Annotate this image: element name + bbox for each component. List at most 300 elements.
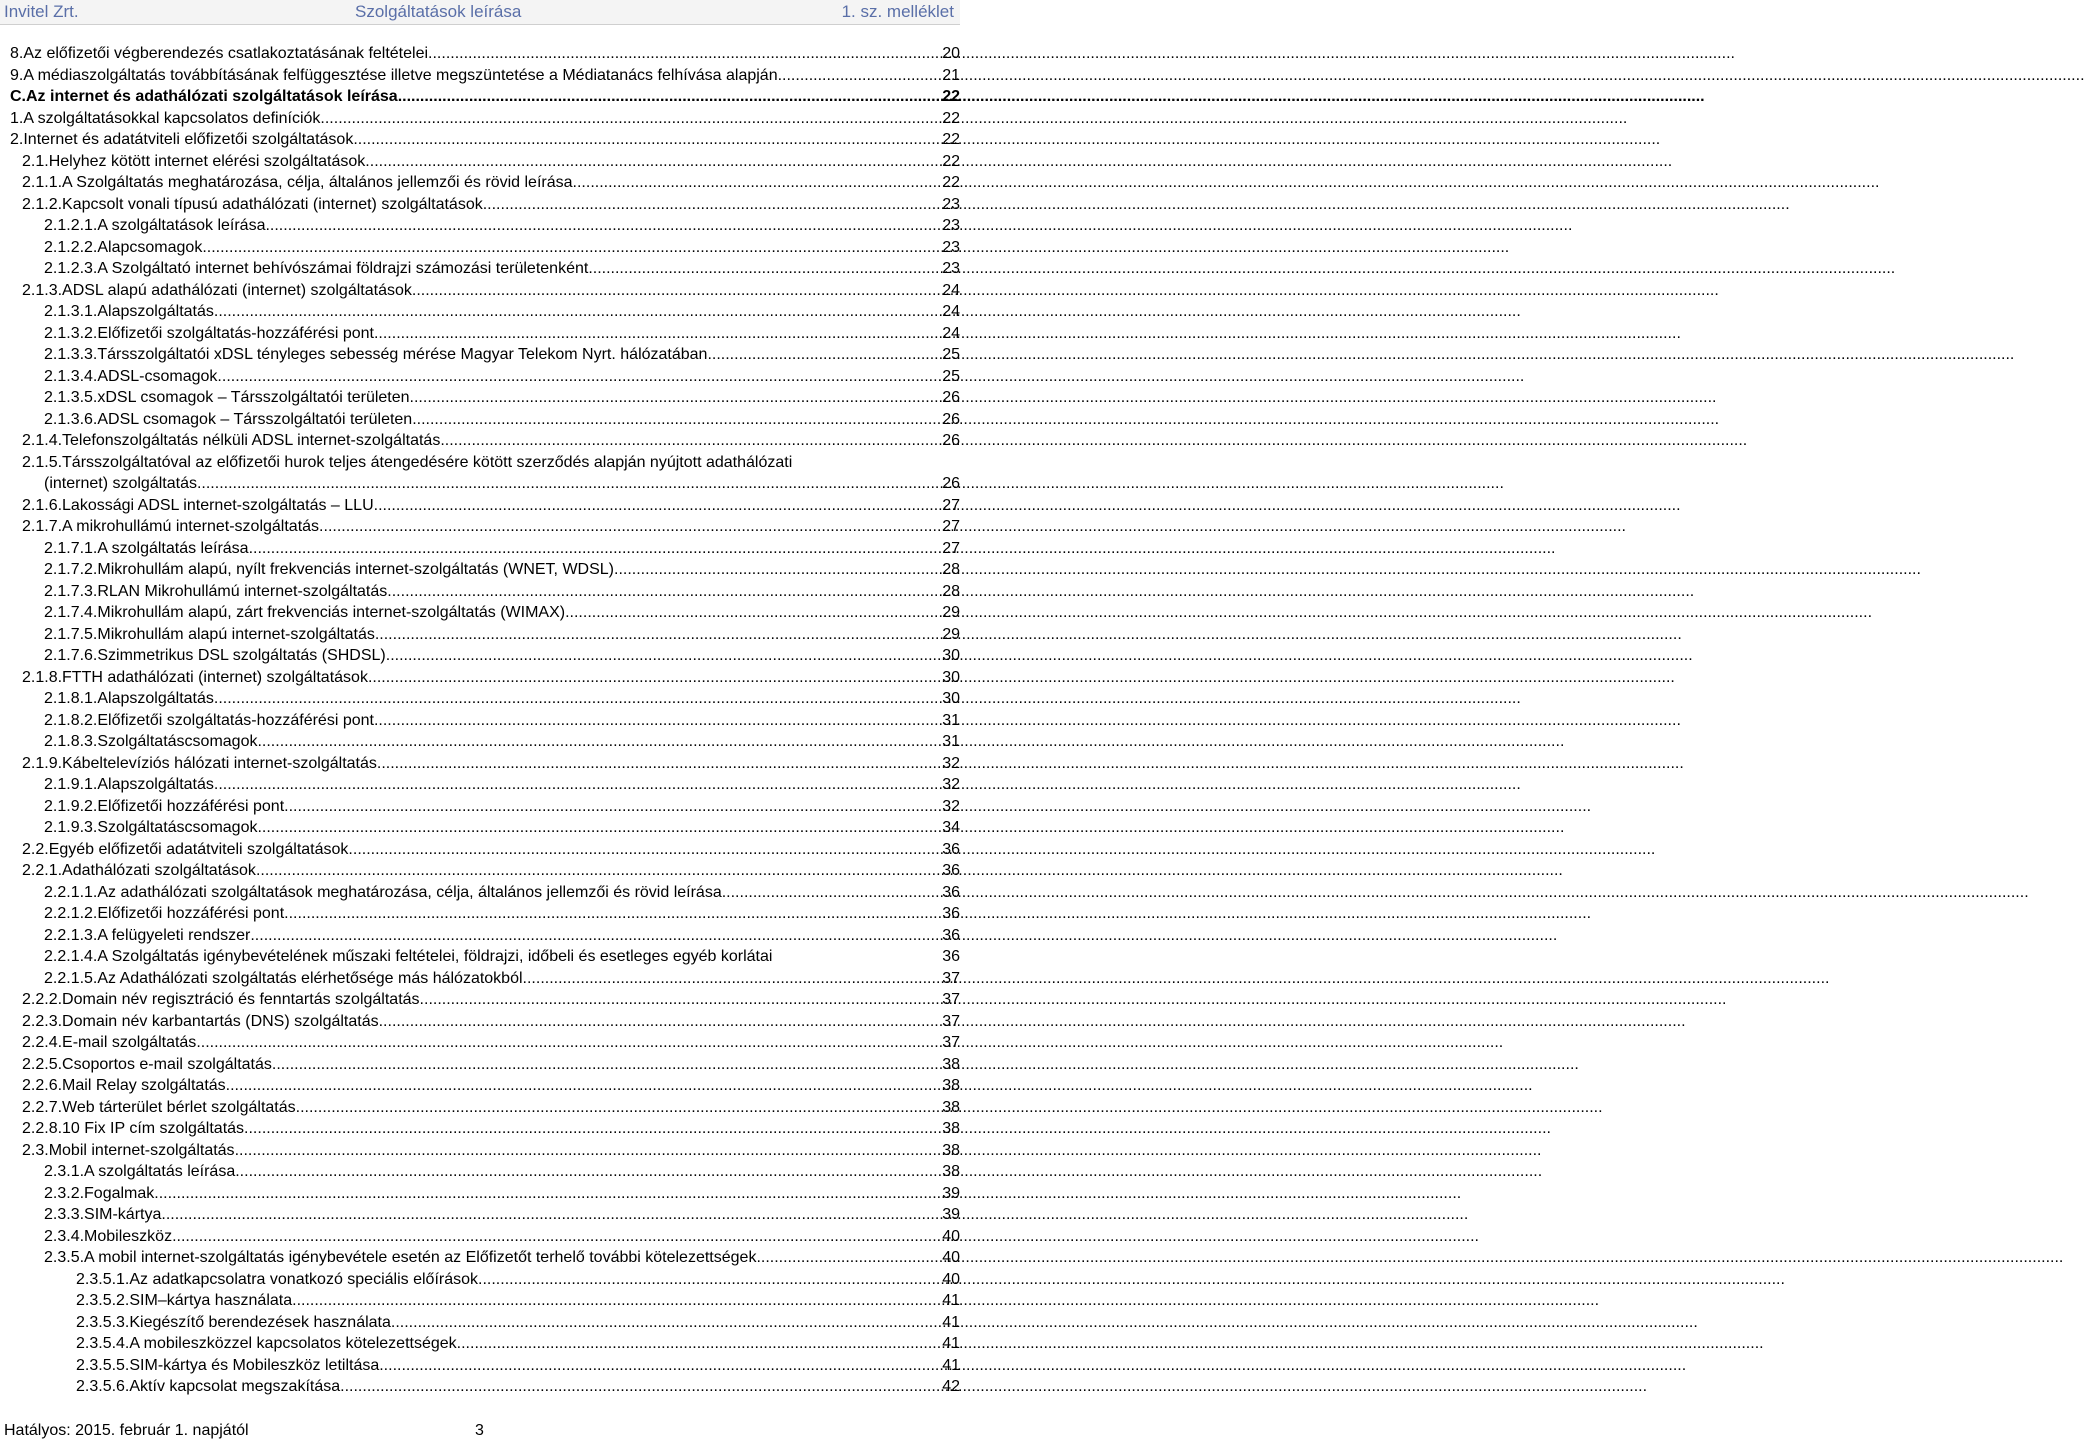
toc-entry-page: 37 [942,1034,960,1051]
toc-entry[interactable] [0,151,960,173]
toc-entry[interactable] [0,473,960,495]
toc-entry-title: A szolgáltatások leírása [97,217,266,234]
toc-entry[interactable] [0,516,960,538]
toc-dot-leader [377,753,942,775]
toc-entry[interactable] [0,1376,960,1398]
toc-entry-page: 25 [942,346,960,363]
toc-entry-number: 2.2.1.3. [44,926,98,944]
toc-entry-page: 24 [942,281,960,299]
toc-entry-title: Az előfizetői végberendezés csatlakoztatásának feltételei [23,45,429,62]
toc-entry-title: SIM-kártya és Mobileszköz letiltása [129,1356,380,1374]
toc-entry[interactable] [0,1161,960,1183]
toc-entry[interactable] [0,839,960,861]
toc-entry[interactable] [0,129,960,151]
toc-entry[interactable] [0,1204,960,1226]
toc-dot-leader [440,430,942,452]
toc-entry-title: FTTH adathálózati (internet) szolgáltatások [62,668,368,686]
toc-entry-title: Az adatkapcsolatra vonatkozó speciális előírások [129,1270,479,1288]
toc-entry-page: 25 [942,367,960,385]
toc-dot-leader [214,688,942,710]
toc-entry[interactable] [0,968,960,990]
toc-entry-number: 2.2.8. [22,1120,63,1137]
toc-dot-leader [340,1376,942,1398]
toc-entry-number: 2.1.9.3. [44,819,98,836]
toc-entry-number: 2.3.4. [44,1227,85,1245]
toc-entry-title: Szimmetrikus DSL szolgáltatás (SHDSL) [97,647,386,664]
toc-entry-title: Az internet és adathálózati szolgáltatások leírása [26,88,398,105]
toc-entry-number: 2.1.8.3. [44,733,98,750]
toc-entry-number: 2.1.7.3. [44,582,98,600]
toc-entry-number: 2.1.7.4. [44,604,98,621]
toc-entry[interactable] [0,215,960,237]
toc-entry[interactable] [0,1011,960,1033]
toc-entry-title: SIM-kártya [84,1206,162,1223]
toc-entry[interactable] [0,495,960,517]
toc-entry-page: 40 [942,1249,960,1266]
toc-entry-page: 21 [942,66,960,84]
header-company: Invitel Zrt. [4,2,79,21]
toc-entry-title: Szolgáltatáscsomagok [97,733,258,750]
toc-entry-number: 2.3.5.5. [76,1356,130,1374]
toc-entry-number: 2.1.8.2. [44,711,98,729]
toc-entry-page: 26 [942,389,960,406]
toc-entry[interactable] [0,172,960,194]
toc-entry-number: 2.3. [22,1141,49,1159]
toc-entry[interactable] [0,1247,960,1269]
toc-dot-leader [214,301,942,323]
toc-dot-leader [320,108,942,130]
toc-entry-number: 2.1.9.2. [44,797,98,815]
toc-entry-number: 2.3.5.4. [76,1335,130,1352]
toc-entry[interactable] [0,237,960,259]
toc-entry-page: 30 [942,647,960,664]
toc-entry[interactable] [0,1140,960,1162]
footer-page-number: 3 [475,1422,484,1439]
toc-dot-leader [284,903,942,925]
toc-entry-title: Fogalmak [84,1184,155,1202]
toc-entry-title: Mikrohullám alapú, nyílt frekvenciás internet-szolgáltatás (WNET, WDSL) [97,561,614,578]
toc-entry[interactable] [0,1118,960,1140]
toc-entry-page: 29 [942,625,960,643]
toc-dot-leader [296,1097,943,1119]
toc-entry-title: Alapcsomagok [97,238,203,256]
toc-entry-page: 22 [942,109,960,127]
footer-validity: Hatályos: 2015. február 1. napjától [4,1422,249,1439]
toc-entry[interactable] [0,452,960,474]
toc-entry[interactable] [0,1075,960,1097]
toc-entry-page: 36 [942,926,960,944]
toc-entry[interactable] [0,688,960,710]
toc-entry-page: 38 [942,1163,960,1180]
toc-entry-number: 2.1.3.4. [44,367,98,385]
toc-entry-title: A felügyeleti rendszer [97,926,251,944]
toc-entry-page: 31 [942,711,960,729]
toc-entry-title: Előfizetői szolgáltatás-hozzáférési pont [97,324,374,342]
toc-dot-leader [374,323,942,345]
toc-entry-page: 41 [942,1292,960,1309]
toc-entry-title: (internet) szolgáltatás [44,475,197,492]
toc-entry-number: 2.1.7.5. [44,625,98,643]
toc-entry-page: 27 [942,496,960,514]
toc-entry-number: 2.3.1. [44,1163,85,1180]
toc-entry-number: C. [10,88,26,105]
toc-entry-page: 22 [942,174,960,191]
toc-entry-page: 36 [942,905,960,922]
toc-dot-leader [256,860,942,882]
toc-entry-title: RLAN Mikrohullámú internet-szolgáltatás [97,582,388,600]
toc-dot-leader [374,495,943,517]
toc-entry-number: 2.3.5.2. [76,1292,130,1309]
toc-entry-page: 32 [942,754,960,772]
toc-entry-page: 38 [942,1077,960,1094]
toc-entry[interactable] [0,817,960,839]
toc-dot-leader [250,925,942,947]
toc-entry[interactable] [0,710,960,732]
toc-entry-page: 23 [942,238,960,256]
toc-entry-number: 2.2.1. [22,862,63,879]
toc-entry-page: 23 [942,217,960,234]
toc-entry[interactable] [0,1032,960,1054]
toc-dot-leader [375,624,942,646]
toc-entry-title: Társszolgáltatói xDSL tényleges sebesség mérése Magyar Telekom Nyrt. hálózatában [97,346,708,363]
toc-entry-number: 2.2. [22,840,49,858]
toc-entry-title: Domain név karbantartás (DNS) szolgáltatás [62,1012,379,1030]
toc-dot-leader [257,731,942,753]
toc-entry-title: Kapcsolt vonali típusú adathálózati (internet) szolgáltatások [62,195,483,213]
toc-dot-leader [428,43,942,65]
toc-dot-leader [614,559,942,581]
toc-entry-number: 2.1.3.1. [44,303,98,320]
toc-entry[interactable] [0,1054,960,1076]
toc-entry-page: 37 [942,991,960,1008]
toc-entry-title: A mikrohullámú internet-szolgáltatás [62,518,320,535]
toc-entry[interactable] [0,989,960,1011]
toc-entry-page: 37 [942,969,960,987]
toc-entry-title: Adathálózati szolgáltatások [62,862,256,879]
toc-entry-number: 2.1.7. [22,518,63,535]
toc-dot-leader [226,1075,943,1097]
toc-dot-leader [756,1247,942,1269]
toc-entry-number: 2.1.1. [22,174,63,191]
toc-entry-title: Alapszolgáltatás [97,776,214,793]
toc-entry-number: 1. [10,109,24,127]
toc-entry-number: 2.2.1.1. [44,883,98,901]
toc-entry-title: Telefonszolgáltatás nélküli ADSL internet-szolgáltatás [62,432,441,449]
toc-entry[interactable] [0,1312,960,1334]
toc-entry-title: Mail Relay szolgáltatás [62,1077,226,1094]
toc-entry[interactable] [0,624,960,646]
toc-entry-page: 22 [942,152,960,170]
toc-entry-number: 2.2.3. [22,1012,63,1030]
header-document-title: Szolgáltatások leírása [355,2,522,21]
toc-dot-leader [420,989,943,1011]
toc-entry-number: 2.1.3.3. [44,346,98,363]
toc-entry-title: Mobileszköz [84,1227,173,1245]
toc-entry-number: 2.1.2.1. [44,217,98,234]
toc-entry-title: Az Adathálózati szolgáltatás elérhetősége más hálózatokból [97,969,523,987]
toc-entry[interactable] [0,409,960,431]
toc-entry-page: 26 [942,475,960,492]
toc-entry-title: A mobil internet-szolgáltatás igénybevétele esetén az Előfizetőt terhelő további kötelezettségek [84,1249,757,1266]
toc-dot-leader [398,86,943,108]
toc-entry-title: Kiegészítő berendezések használata [129,1313,391,1331]
toc-entry-page: 41 [942,1356,960,1374]
toc-entry-page: 23 [942,195,960,213]
toc-dot-leader [284,796,942,818]
header-annex: 1. sz. melléklet [841,2,954,21]
toc-entry[interactable] [0,108,960,130]
toc-entry-page: 22 [942,88,960,105]
toc-entry[interactable] [0,882,960,904]
toc-entry-title: Előfizetői hozzáférési pont [97,905,285,922]
toc-entry-title: A mobileszközzel kapcsolatos kötelezettségek [129,1335,457,1352]
toc-entry-title: Szolgáltatáscsomagok [97,819,258,836]
toc-entry-number: 2.2.7. [22,1098,63,1116]
toc-entry-page: 28 [942,561,960,578]
toc-entry-page: 24 [942,324,960,342]
toc-dot-leader [722,882,942,904]
toc-entry-title: Csoportos e-mail szolgáltatás [62,1055,272,1073]
toc-dot-leader [319,516,942,538]
toc-entry-number: 2.1.2.2. [44,238,98,256]
toc-entry-page: 38 [942,1055,960,1073]
toc-entry[interactable] [0,753,960,775]
toc-entry-number: 2.1.8.1. [44,690,98,707]
toc-dot-leader [573,172,943,194]
toc-entry-title: ADSL csomagok – Társszolgáltatói területen [97,410,413,428]
toc-entry-page: 20 [942,45,960,62]
toc-entry-number: 2.3.5. [44,1249,85,1266]
toc-dot-leader [197,473,942,495]
toc-entry[interactable] [0,65,960,87]
toc-entry-title: Alapszolgáltatás [97,690,214,707]
toc-dot-leader [348,839,942,861]
toc-entry-title: Helyhez kötött internet elérési szolgáltatások [48,152,366,170]
toc-entry-page: 37 [942,1012,960,1030]
toc-entry[interactable] [0,925,960,947]
toc-entry-number: 2.1. [22,152,49,170]
toc-entry[interactable] [0,774,960,796]
toc-dot-leader [523,968,943,990]
toc-entry-title: A szolgáltatás leírása [97,539,249,557]
toc-entry[interactable] [0,387,960,409]
toc-dot-leader [478,1269,942,1291]
toc-entry-number: 2.1.2. [22,195,63,213]
toc-dot-leader [368,667,942,689]
toc-entry[interactable] [0,860,960,882]
toc-entry-number: 2.2.1.4. [44,948,98,965]
toc-entry-number: 2.1.8. [22,668,63,686]
toc-entry-page: 30 [942,668,960,686]
toc-entry-number: 2.1.3.2. [44,324,98,342]
toc-entry-number: 2.1.9.1. [44,776,98,793]
toc-dot-leader [565,602,942,624]
toc-entry-page: 38 [942,1141,960,1159]
toc-entry-title: E-mail szolgáltatás [62,1034,197,1051]
toc-entry-title: Lakossági ADSL internet-szolgáltatás – LLU [62,496,374,514]
toc-dot-leader [244,1118,942,1140]
toc-entry-title: 10 Fix IP cím szolgáltatás [62,1120,245,1137]
toc-dot-leader [257,817,942,839]
toc-dot-leader [202,237,942,259]
toc-entry[interactable] [0,86,960,108]
toc-dot-leader [412,280,942,302]
toc-entry-number: 2.1.9. [22,754,63,772]
toc-entry-number: 2. [10,131,24,148]
toc-entry-page: 32 [942,797,960,815]
toc-entry-page: 22 [942,131,960,148]
toc-entry[interactable] [0,1097,960,1119]
toc-entry-title: Előfizetői hozzáférési pont [97,797,285,815]
toc-entry-page: 41 [942,1313,960,1331]
toc-entry-page: 42 [942,1378,960,1395]
toc-entry-number: 2.1.7.2. [44,561,98,578]
toc-entry-page: 36 [942,883,960,901]
toc-entry-page: 27 [942,518,960,535]
toc-dot-leader [196,1032,942,1054]
toc-entry-title: Aktív kapcsolat megszakítása [129,1378,341,1395]
toc-entry-page: 23 [942,260,960,277]
toc-entry[interactable] [0,430,960,452]
toc-entry[interactable] [0,645,960,667]
toc-entry-number: 2.3.3. [44,1206,85,1223]
toc-entry-number: 2.3.5.3. [76,1313,130,1331]
toc-dot-leader [707,344,942,366]
toc-entry[interactable] [0,903,960,925]
toc-dot-leader [265,215,942,237]
toc-entry[interactable] [0,194,960,216]
toc-entry-page: 40 [942,1227,960,1245]
toc-entry-page: 29 [942,604,960,621]
toc-dot-leader [588,258,942,280]
toc-entry-page: 40 [942,1270,960,1288]
toc-entry-number: 2.2.6. [22,1077,63,1094]
toc-entry-title: Egyéb előfizetői adatátviteli szolgáltatások [48,840,349,858]
toc-entry[interactable] [0,1355,960,1377]
toc-dot-leader [353,129,942,151]
toc-entry[interactable] [0,323,960,345]
toc-entry-title: Web tárterület bérlet szolgáltatás [62,1098,296,1116]
toc-dot-leader [386,645,942,667]
toc-entry-number: 2.2.4. [22,1034,63,1051]
toc-entry-number: 2.2.1.2. [44,905,98,922]
toc-entry-page: 39 [942,1206,960,1223]
toc-entry[interactable] [0,1226,960,1248]
toc-dot-leader [379,1011,943,1033]
toc-entry-number: 2.1.7.6. [44,647,98,664]
toc-entry-title: Mikrohullám alapú, zárt frekvenciás internet-szolgáltatás (WIMAX) [97,604,566,621]
toc-dot-leader [410,387,943,409]
toc-entry-number: 2.2.5. [22,1055,63,1073]
toc-entry-title: Alapszolgáltatás [97,303,214,320]
toc-entry-page: 36 [942,862,960,879]
toc-entry-number: 2.2.2. [22,991,63,1008]
toc-entry-page: 38 [942,1120,960,1137]
toc-entry[interactable] [0,344,960,366]
toc-entry[interactable] [0,946,960,968]
toc-entry[interactable] [0,602,960,624]
toc-dot-leader [272,1054,942,1076]
toc-entry[interactable] [0,559,960,581]
toc-dot-leader [483,194,942,216]
toc-entry-title: A Szolgáltató internet behívószámai földrajzi számozási területenként [97,260,589,277]
toc-entry-title: xDSL csomagok – Társszolgáltatói területen [97,389,410,406]
toc-entry-title: Kábeltelevíziós hálózati internet-szolgáltatás [62,754,377,772]
toc-entry[interactable] [0,538,960,560]
toc-entry[interactable] [0,258,960,280]
toc-entry-title: SIM–kártya használata [129,1292,293,1309]
table-of-contents [0,43,960,1398]
toc-dot-leader [374,710,942,732]
toc-entry-page: 36 [942,840,960,858]
toc-entry-title: A szolgáltatásokkal kapcsolatos definíciók [23,109,321,127]
toc-entry-title: Az adathálózati szolgáltatások meghatározása, célja, általános jellemzői és rövid leírása [97,883,722,901]
toc-dot-leader [379,1355,942,1377]
toc-entry[interactable] [0,796,960,818]
toc-entry[interactable] [0,1290,960,1312]
toc-entry-title: Előfizetői szolgáltatás-hozzáférési pont [97,711,374,729]
toc-entry[interactable] [0,731,960,753]
toc-entry-number: 2.1.7.1. [44,539,98,557]
toc-entry-page: 39 [942,1184,960,1202]
toc-entry-number: 2.1.3. [22,281,63,299]
toc-entry-title: Internet és adatátviteli előfizetői szolgáltatások [23,131,354,148]
toc-entry[interactable] [0,43,960,65]
toc-entry-page: 26 [942,432,960,449]
toc-dot-leader [292,1290,942,1312]
toc-entry[interactable] [0,1183,960,1205]
toc-entry-page: 38 [942,1098,960,1116]
toc-dot-leader [161,1204,942,1226]
toc-entry-title: Domain név regisztráció és fenntartás szolgáltatás [62,991,420,1008]
toc-dot-leader [457,1333,943,1355]
toc-entry-page: 27 [942,539,960,557]
toc-entry[interactable] [0,1333,960,1355]
toc-entry[interactable] [0,301,960,323]
toc-entry-title: Mobil internet-szolgáltatás [48,1141,235,1159]
toc-entry[interactable] [0,280,960,302]
toc-entry-page: 41 [942,1335,960,1352]
toc-entry-title: ADSL alapú adathálózati (internet) szolgáltatások [62,281,412,299]
toc-entry-number: 2.3.5.1. [76,1270,130,1288]
toc-entry-page: 31 [942,733,960,750]
toc-entry-number: 2.2.1.5. [44,969,98,987]
toc-entry[interactable] [0,366,960,388]
toc-entry-title: A Szolgáltatás meghatározása, célja, általános jellemzői és rövid leírása [62,174,573,191]
toc-dot-leader [249,538,943,560]
toc-dot-leader [217,366,942,388]
toc-entry[interactable] [0,581,960,603]
toc-entry[interactable] [0,667,960,689]
toc-dot-leader [391,1312,942,1334]
toc-entry-page: 26 [942,410,960,428]
toc-dot-leader [154,1183,942,1205]
toc-dot-leader [172,1226,942,1248]
toc-entry-page: 28 [942,582,960,600]
toc-entry-title: A szolgáltatás leírása [84,1163,236,1180]
toc-entry-number: 2.1.3.6. [44,410,98,428]
toc-entry-number: 2.1.2.3. [44,260,98,277]
toc-dot-leader [235,1161,942,1183]
toc-entry-number: 2.3.5.6. [76,1378,130,1395]
page-footer [0,1420,960,1442]
toc-entry[interactable] [0,1269,960,1291]
toc-entry-page: 24 [942,303,960,320]
toc-dot-leader [365,151,942,173]
toc-dot-leader [214,774,942,796]
toc-entry-number: 8. [10,45,24,62]
toc-dot-leader [412,409,942,431]
